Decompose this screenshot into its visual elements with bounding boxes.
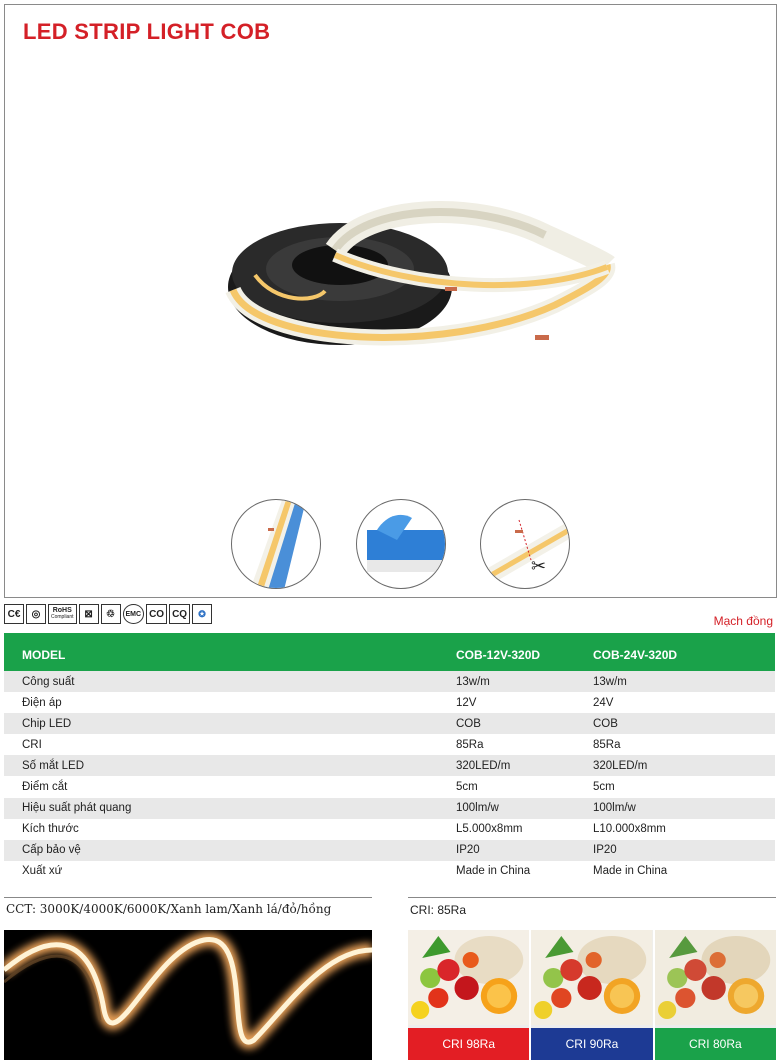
- cri-panel-98: [408, 930, 529, 1060]
- page-title: LED STRIP LIGHT COB: [23, 19, 271, 44]
- lvd-icon: ✪: [192, 604, 212, 624]
- row-label: Chip LED: [4, 713, 452, 734]
- product-hero: [4, 4, 777, 598]
- recycle-icon: ♲: [101, 604, 121, 624]
- ce-icon: C€: [4, 604, 24, 624]
- adhesive-tape-image: [356, 499, 446, 589]
- cri-comparison: [408, 930, 776, 1060]
- cct-caption: CCT: 3000K/4000K/6000K/Xanh lam/Xanh lá/đỏ/hồng: [6, 902, 332, 916]
- rohs-label: RoHS: [52, 607, 72, 614]
- row-value-24v: 85Ra: [589, 734, 775, 755]
- table-header-row: [4, 633, 775, 671]
- glowing-strip-image: [4, 930, 372, 1060]
- row-label: Xuất xứ: [4, 861, 452, 882]
- row-value-12v: L5.000x8mm: [452, 819, 589, 840]
- row-label: Công suất: [4, 671, 452, 692]
- cq-icon: CQ: [169, 604, 190, 624]
- cut-point-image: [480, 499, 570, 589]
- row-value-12v: IP20: [452, 840, 589, 861]
- row-value-12v: COB: [452, 713, 589, 734]
- row-value-24v: 100lm/w: [589, 798, 775, 819]
- row-value-12v: 5cm: [452, 776, 589, 797]
- row-value-24v: COB: [589, 713, 775, 734]
- rohs-compliant-label: Compliant: [51, 614, 74, 620]
- row-value-12v: Made in China: [452, 861, 589, 882]
- header-24v: COB-24V-320D: [589, 633, 775, 671]
- spec-table: [4, 633, 775, 882]
- row-value-24v: Made in China: [589, 861, 775, 882]
- row-value-12v: 320LED/m: [452, 755, 589, 776]
- row-value-12v: 85Ra: [452, 734, 589, 755]
- cri-label-90: CRI 90Ra: [531, 1028, 652, 1060]
- svg-text:✂: ✂: [531, 556, 547, 577]
- row-label: Cấp bảo vệ: [4, 840, 452, 861]
- row-value-24v: 13w/m: [589, 671, 775, 692]
- fruit-image: [655, 930, 776, 1025]
- row-value-24v: 24V: [589, 692, 775, 713]
- cri-caption: CRI: 85Ra: [410, 903, 467, 917]
- rohs-icon: [48, 604, 77, 624]
- header-model: MODEL: [4, 633, 452, 671]
- row-label: Số mắt LED: [4, 755, 452, 776]
- table-row: [4, 776, 775, 797]
- table-row: [4, 861, 775, 882]
- table-row: [4, 755, 775, 776]
- certification-icons: [4, 604, 212, 626]
- cri-panel-90: [531, 930, 652, 1060]
- table-row: [4, 819, 775, 840]
- cri-divider: [408, 897, 776, 898]
- strip-closeup-image: [231, 499, 321, 589]
- table-row: [4, 713, 775, 734]
- table-row: [4, 671, 775, 692]
- led-strip-reel-image: [215, 195, 625, 365]
- table-row: [4, 734, 775, 755]
- cri-label-80: CRI 80Ra: [655, 1028, 776, 1060]
- ccc-icon: ◎: [26, 604, 46, 624]
- row-value-12v: 13w/m: [452, 671, 589, 692]
- row-value-24v: 5cm: [589, 776, 775, 797]
- fruit-image: [408, 930, 529, 1025]
- cri-panel-80: [655, 930, 776, 1060]
- row-label: Điểm cắt: [4, 776, 452, 797]
- table-row: [4, 840, 775, 861]
- cct-divider: [4, 897, 372, 898]
- row-value-24v: L10.000x8mm: [589, 819, 775, 840]
- fruit-image: [531, 930, 652, 1025]
- row-value-12v: 12V: [452, 692, 589, 713]
- row-label: CRI: [4, 734, 452, 755]
- row-label: Kích thước: [4, 819, 452, 840]
- cri-label-98: CRI 98Ra: [408, 1028, 529, 1060]
- table-row: [4, 798, 775, 819]
- row-label: Điện áp: [4, 692, 452, 713]
- row-value-24v: IP20: [589, 840, 775, 861]
- row-value-24v: 320LED/m: [589, 755, 775, 776]
- weee-bin-icon: ⊠: [79, 604, 99, 624]
- co-icon: CO: [146, 604, 167, 624]
- emc-icon: EMC: [123, 604, 145, 624]
- row-label: Hiệu suất phát quang: [4, 798, 452, 819]
- copper-circuit-note: Mạch đồng: [713, 614, 773, 628]
- header-12v: COB-12V-320D: [452, 633, 589, 671]
- row-value-12v: 100lm/w: [452, 798, 589, 819]
- table-row: [4, 692, 775, 713]
